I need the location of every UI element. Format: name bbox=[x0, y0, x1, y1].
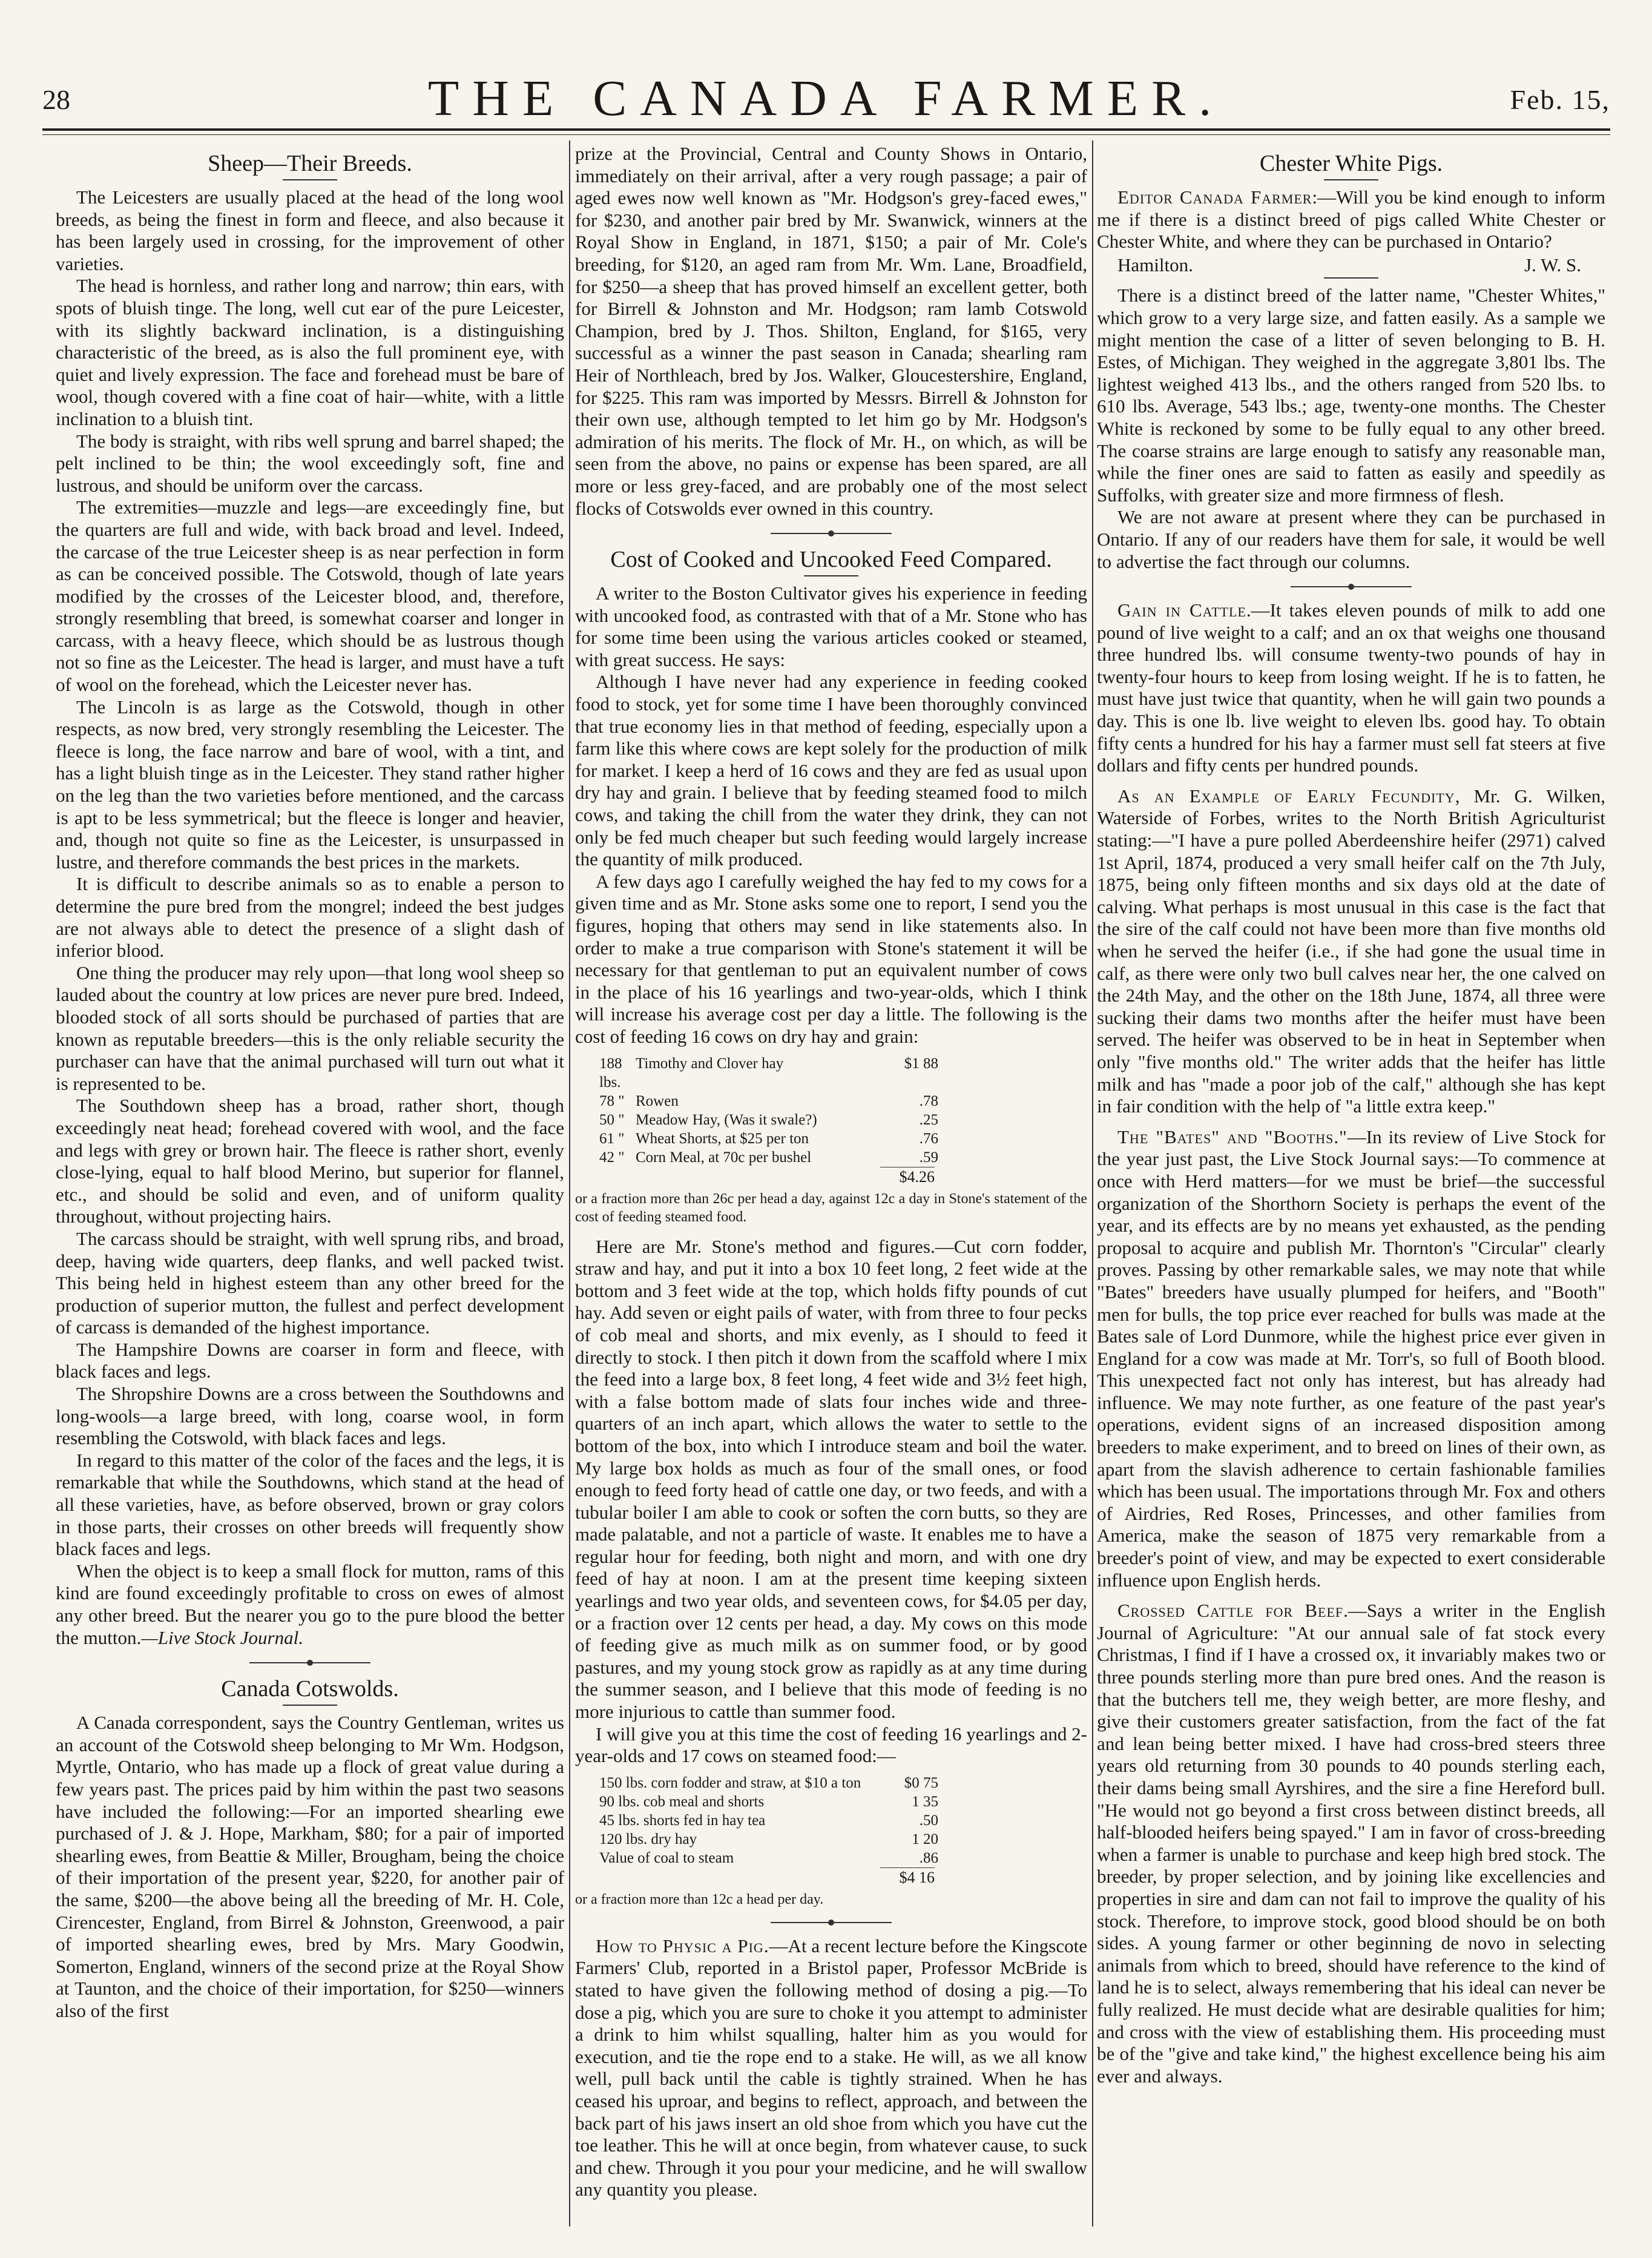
paragraph: A writer to the Boston Cultivator gives his experience in feeding with uncooked food, as contrasted with that of a Mr. Stone who has for some time been using the various articles cooked or steamed, with great success. He says: bbox=[575, 583, 1087, 670]
run-in-heading: Gain in Cattle bbox=[1117, 599, 1246, 621]
table-note: or a fraction more than 26c per head a day, against 12c a day in Stone's statement of the cost of feeding steamed food. bbox=[575, 1190, 1087, 1225]
paragraph: It is difficult to describe animals so as to enable a person to determine the pure bred from the mongrel; indeed the best judges are not always able to detect the presence of a slight dash of inferior blood. bbox=[56, 873, 564, 962]
paragraph-text: .—It takes eleven pounds of milk to add one pound of live weight to a calf; and an ox that weighs one thousand three hundred lbs. will consume twenty-two pounds of hay in twenty-four hours to keep from losing weight. If he is to fatten, he must have just twice that quantity, when he will gain two pounds a day. This is one lb. live weight to eleven lbs. good hay. To obtain fifty cents a hundred for his hay a farmer must sell fat steers at five dollars and fifty cents per hundred pounds. bbox=[1097, 599, 1605, 776]
paragraph: The head is hornless, and rather long and narrow; thin ears, with spots of bluish tinge. The long, well cut ear of the pure Leicester, with its slightly backward inclination, is a distinguishing characteristic of the breed, as is also the full prominent eye, with quiet and lively expression. The face and forehead must be bare of wool, though covered with a fine coat of hair—white, with a little inclination to a bluish tint. bbox=[56, 275, 564, 429]
column-rule-2 bbox=[1092, 140, 1093, 2227]
column-1 bbox=[56, 143, 564, 2226]
masthead bbox=[42, 58, 1610, 131]
paragraph bbox=[1097, 1126, 1605, 1591]
table-row: 188 lbs. Timothy and Clover hay $1 88 bbox=[599, 1055, 938, 1091]
masthead-rule-thin bbox=[42, 134, 1610, 135]
article-divider bbox=[771, 533, 892, 534]
letter-signature bbox=[1097, 254, 1605, 277]
paragraph-text: , Mr. G. Wilken, Waterside of Forbes, writes to the North British Agriculturist stating:—"I have a pure polled Aberdeenshire heifer (2971) calved 1st April, 1874, produced a very small heifer calf on the 7th July, 1875, being only fifteen months and six days old at the date of calving. What perhaps is most unusual in this case is the fact that the sire of the calf could not have been more than five months old when he served the heifer (i.e., if she had gone the usual time in calf, as there were only two bull calves near her, the one calved on the 24th May, and the other on the 18th June, 1874, all three were sucking their dams two months after the heifer must have been served. The heifer was observed to be in heat in September when only "five months old." The writer adds that the heifer has little milk and has "made a poor job of the calf," although she has kept in fair condition with the help of "a little extra keep." bbox=[1097, 785, 1605, 1117]
paragraph: The extremities—muzzle and legs—are exceedingly fine, but the quarters are full and wide, with back broad and level. Indeed, the carcase of the true Leicester sheep is as near perfection in form as can be conceived possible. The Cotswold, though of late years modified by the crosses of the Leicester blood, and, therefore, strongly resembling that breed, is somewhat coarser and longer in carcass, with a heavy fleece, which should be as lustrous though not so fine as the Leicester. The head is larger, and must have a tuft of wool on the forehead, which the Leicester never has. bbox=[56, 497, 564, 696]
run-in-heading: The "Bates" and "Booths." bbox=[1117, 1126, 1348, 1147]
paragraph bbox=[1097, 1600, 1605, 2087]
table-row: 120 lbs. dry hay 1 20 bbox=[599, 1830, 938, 1847]
paragraph: The Hampshire Downs are coarser in form and fleece, with black faces and legs. bbox=[56, 1338, 564, 1382]
newspaper-title: THE CANADA FARMER. bbox=[427, 70, 1225, 127]
paragraph: Here are Mr. Stone's method and figures.—Cut corn fodder, straw and hay, and put it into a box 10 feet long, 2 feet wide at the bottom and 3 feet wide at the top, which holds fifty pounds of cut hay. Add seven or eight pails of water, with from three to four pecks of cob meal and shorts, and mix evenly, as I should to feed it directly to stock. I then pitch it down from the scaffold where I mix the feed into a large box, 8 feet long, 4 feet wide and 3½ feet high, with a false bottom made of slats four inches wide and three-quarters of an inch apart, which allows the water to settle to the bottom of the box, into which I introduce steam and boil the water. My large box holds as much as four of the small ones, or food enough to feed forty head of cattle one day, or two feeds, and with a tubular boiler I am able to cook or soften the corn butts, so they are made palatable, and not a particle of waste. It enables me to have a regular hour for feeding, both night and morn, and with one dry feed of hay at noon. I am at the present time keeping sixteen yearlings and two year olds, and seventeen cows, for $4.05 per day, or a fraction over 12 cents per head, a day. My cows on this mode of feeding give as much milk as on summer food, or by good pastures, and my young stock grow as rapidly as at any time during the summer season, and I believe that this mode of feeding is no more injurious to cattle than summer food. bbox=[575, 1235, 1087, 1723]
paragraph-text: —In its review of Live Stock for the year just past, the Live Stock Journal says:—To commence at once with Herd matters—for we must be brief—the successful organization of the Shorthorn Society is perhaps the event of the year, and its effects are by no means yet exhausted, as the pending proposal to acquire and publish Mr. Thornton's "Circular" clearly proves. Passing by other remarkable sales, we may note that while "Bates" breeders have usually plumped for heifers, and "Booth" men for bulls, the top price ever reached for bulls was made at the Bates sale of Lord Dunmore, while the highest price ever given in England for a cow was made at Mr. Torr's, so full of Booth blood. This unexpected fact not only has interest, but has already had influence. We may note further, as one feature of the past year's operations, evident signs of an increased disposition among breeders to make experiment, and to breed on lines of their own, as apart from the slavish adherence to certain fashionable families which has been usual. The importations through Mr. Fox and others of Airdries, Red Roses, Princesses, and other families from America, make the season of 1875 very remarkable from a breeder's point of view, and may be expected to exert considerable influence upon English herds. bbox=[1097, 1126, 1605, 1591]
column-3 bbox=[1097, 143, 1605, 2226]
article-heading-feed: Cost of Cooked and Uncooked Feed Compared. bbox=[610, 547, 1052, 573]
article-heading-cotswolds: Canada Cotswolds. bbox=[221, 1676, 399, 1702]
paragraph: We are not aware at present where they can be purchased in Ontario. If any of our readers have them for sale, it would be well to advertise the fact through our columns. bbox=[1097, 506, 1605, 572]
column-2 bbox=[575, 143, 1087, 2226]
table-note: or a fraction more than 12c a head per day. bbox=[575, 1891, 824, 1907]
paragraph: One thing the producer may rely upon—that long wool sheep so lauded about the country at low prices are never pure bred. Indeed, blooded stock of all sorts should be purchased of parties that are known as reputable breeders—this is the only reliable security the purchaser can have that the animal purchased will turn out what it is represented to be. bbox=[56, 962, 564, 1094]
page-number: 28 bbox=[42, 84, 70, 115]
paragraph: Although I have never had any experience in feeding cooked food to stock, yet for some time I have been thoroughly convinced that true economy lies in that method of feeding, especially upon a farm like this where cows are kept solely for the production of milk for market. I keep a herd of 16 cows and they are fed as usual upon dry hay and grain. I believe that by feeding steamed food to milch cows, and taking the chill from the water they drink, they can not only be fed much cheaper but such feeding would largely increase the quantity of milk produced. bbox=[575, 671, 1087, 870]
paragraph: In regard to this matter of the color of the faces and the legs, it is remarkable that while the Southdowns, which stand at the head of all these varieties, have, as before observed, brown or gray colors in those parts, their crosses on other breeds will frequently show black faces and legs. bbox=[56, 1449, 564, 1560]
paragraph-continued: prize at the Provincial, Central and County Shows in Ontario, immediately on their arrival, after a very rough passage; a pair of aged ewes now well known as "Mr. Hodgson's grey-faced ewes," for $230, and another pair bred by Mr. Swanwick, winners at the Royal Show in England, in 1871, $150; a pair of Mr. Cole's breeding, for $120, an aged ram from Mr. Wm. Lane, Broadfield, for $250—a sheep that has proved himself an excellent getter, both for Birrell & Johnston and Mr. Hodgson; ram lamb Cotswold Champion, bred by J. Thos. Shilton, England, for $165, very successful as a winner the past season in Canada; shearling ram Heir of Northleach, bred by Jos. Walker, Gloucestershire, England, for $225. This ram was imported by Messrs. Birrell & Johnston for their own use, although tempted to let him go by Mr. Hodgson's admiration of his merits. The flock of Mr. H., on which, as will be seen from the above, no pains or expense has been spared, are all more or less grey-faced, and are probably one of the most select flocks of Cotswolds ever owned in this country. bbox=[575, 143, 1087, 519]
paragraph: I will give you at this time the cost of feeding 16 yearlings and 2-year-olds and 17 cows on steamed food:— bbox=[575, 1723, 1087, 1767]
article-heading-chester: Chester White Pigs. bbox=[1259, 151, 1443, 176]
letter-text: :—Will you be kind enough to inform me if there is a distinct breed of pigs called White Chester or Chester White, and where they can be purchased in Ontario? bbox=[1097, 187, 1605, 253]
table-row: 61 " Wheat Shorts, at $25 per ton .76 bbox=[599, 1130, 938, 1147]
paragraph: The body is straight, with ribs well sprung and barrel shaped; the pelt inclined to be thin; the wool exceedingly soft, fine and lustrous, and should be uniform over the carcass. bbox=[56, 430, 564, 496]
table-row: Value of coal to steam .86 bbox=[599, 1849, 938, 1866]
letter bbox=[1097, 187, 1605, 253]
table-total: $4 16 bbox=[880, 1867, 935, 1887]
table-row: 50 " Meadow Hay, (Was it swale?) .25 bbox=[599, 1111, 938, 1128]
paragraph: The Leicesters are usually placed at the head of the long wool breeds, as being the finest in form and fleece, and also because it has been largely used in crossing, for the improvement of other varieties. bbox=[56, 187, 564, 274]
section-rule bbox=[1324, 277, 1378, 279]
table-row: 150 lbs. corn fodder and straw, at $10 a ton $0 75 bbox=[599, 1774, 938, 1791]
run-in-heading: Crossed Cattle for Beef bbox=[1117, 1600, 1344, 1622]
heading-rule bbox=[1324, 179, 1378, 180]
table-total: $4.26 bbox=[880, 1167, 935, 1186]
heading-rule bbox=[283, 179, 337, 180]
letter-salutation: Editor Canada Farmer bbox=[1117, 187, 1312, 208]
source-credit: —Live Stock Journal. bbox=[141, 1626, 303, 1648]
paragraph: A few days ago I carefully weighed the hay fed to my cows for a given time and as Mr. Stone asks some one to report, I send you the figures, hoping that others may send in like statements also. In order to make a true comparison with Stone's statement it will be necessary for that gentleman to put an equivalent number of cows in the place of his 16 yearlings and two-year-olds, which I think will increase his average cost per day a little. The following is the cost of feeding 16 cows on dry hay and grain: bbox=[575, 870, 1087, 1047]
paragraph: A Canada correspondent, says the Country Gentleman, writes us an account of the Cotswold sheep belonging to Mr Wm. Hodgson, Myrtle, Ontario, who has made up a flock of great value during a few years past. The prices paid by him within the past two seasons have included the following:—For an imported shearling ewe purchased of J. & J. Hope, Markham, $80; for a pair of imported shearling ewes, from Beattie & Miller, Brougham, being the choice of their importation of the present year, $220, for another pair of the same, $200—the above being all the breeding of Mr. H. Cole, Cirencester, England, from Birrel & Johnston, Greenwood, a pair of imported shearling ewes, bred by Mrs. Mary Goodwin, Somerton, England, winners of the second prize at the Royal Show at Taunton, and the choice of their importation, for $250—winners also of the first bbox=[56, 1712, 564, 2021]
signature-place: Hamilton. bbox=[1117, 254, 1193, 276]
table-row: 78 " Rowen .78 bbox=[599, 1092, 938, 1109]
run-in-heading: As an Example of Early Fecundity bbox=[1117, 785, 1455, 807]
paragraph-text: .—Says a writer in the English Journal of Agriculture: "At our annual sale of fat stock every Christmas, I find if I have a crossed ox, it invariably makes two or three pounds sterling more than pure bred ones. And the reason is that the butchers tell me, they weigh better, are more fleshy, and give their customers greater satisfaction, from the fact of the fat and lean being better mixed. I have had cross-bred steers three years old returning from 30 pounds to 40 pounds sterling each, their dams being small Ayrshires, and the sire a fine Hereford bull. "He would not go beyond a first cross between distinct breeds, all half-blooded heifers being spayed." I am in favor of cross-breeding when a farmer is unable to purchase and keep high bred stock. The breeder, by proper selection, and by joining like excellencies and properties in sire and dam can not fail to improve the quality of his stock. Therefore, to improve stock, good blood should be on both sides. A young farmer or other beginning de novo in selecting animals from which to breed, should have reference to the kind of land he is to select, always remembering that his ideal can never be fully realized. He must decide what are desirable qualities for him; and cross with the view of establishing them. His proceeding must be of the "give and take kind," the highest excellence being his aim ever and always. bbox=[1097, 1600, 1605, 2087]
heading-rule bbox=[804, 575, 858, 576]
column-rule-1 bbox=[569, 140, 570, 2227]
paragraph bbox=[1097, 599, 1605, 777]
feed-cost-table-uncooked bbox=[599, 1054, 938, 1186]
paragraph-text: When the object is to keep a small flock for mutton, rams of this kind are found exceedingly profitable to cross on ewes of almost any other breed. But the nearer you go to the pure blood the better the mutton. bbox=[56, 1560, 564, 1648]
paragraph: The Southdown sheep has a broad, rather short, though exceedingly neat head; forehead covered with wool, and the face and legs with grey or brown hair. The fleece is rather short, evenly close-lying, equal to half blood Merino, but superior for flannel, etc., and should be solid and even, and of uniform quality throughout, without projecting hairs. bbox=[56, 1095, 564, 1227]
article-divider bbox=[249, 1662, 370, 1663]
table-row: 42 " Corn Meal, at 70c per bushel .59 bbox=[599, 1149, 938, 1166]
paragraph bbox=[56, 1560, 564, 1649]
paragraph: The Shropshire Downs are a cross between the Southdowns and long-wools—a large breed, with long, coarse wool, in form resembling the Cotswold, with black faces and legs. bbox=[56, 1383, 564, 1449]
heading-rule bbox=[283, 1705, 337, 1706]
article-divider bbox=[771, 1922, 892, 1923]
table-row: 45 lbs. shorts fed in hay tea .50 bbox=[599, 1812, 938, 1829]
masthead-rule bbox=[42, 128, 1610, 131]
signature-initials: J. W. S. bbox=[1524, 254, 1581, 276]
paragraph bbox=[1097, 785, 1605, 1118]
paragraph-text: —At a recent lecture before the Kingscote Farmers' Club, reported in a Bristol paper, Professor McBride is stated to have given the following method of dosing a pig.—To dose a pig, which you are sure to choke it you attempt to administer a drink to him whilst squalling, halter him as you would for execution, and tie the rope end to a stake. He will, as we all know well, pull back until the cable is tightly strained. When he has ceased his uproar, and begins to reflect, approach, and between the back part of his jaws insert an old shoe from which you have cut the toe leather. This he will at once begin, from whatever cause, to suck and chew. Through it you pour your medicine, and he will swallow any quantity you please. bbox=[575, 1935, 1087, 2200]
paragraph: The carcass should be straight, with well sprung ribs, and broad, deep, having wide quarters, deep flanks, and well packed twist. This being held in highest esteem than any other breed for the production of superior mutton, the fullest and perfect development of carcass is demanded of the highest importance. bbox=[56, 1227, 564, 1338]
issue-date: Feb. 15, bbox=[1510, 84, 1610, 115]
feed-cost-table-steamed bbox=[599, 1774, 938, 1887]
paragraph: The Lincoln is as large as the Cotswold, though in other respects, as now bred, very strongly resembling the Leicester. The fleece is long, the face narrow and bare of wool, with a tint, and has a light bluish tinge as in the Leicester. They stand rather higher on the leg than the two varieties before mentioned, and the carcass is apt to be less symmetrical; but the fleece is longer and heavier, and, though not quite so fine as the Leicester, is unsurpassed in lustre, and therefore commands the best prices in the markets. bbox=[56, 696, 564, 873]
paragraph: There is a distinct breed of the latter name, "Chester Whites," which grow to a very large size, and fatten easily. As a sample we might mention the case of a litter of seven belonging to B. H. Estes, of Michigan. They weighed in the aggregate 3,801 lbs. The lightest weighed 413 lbs., and the others ranged from 520 lbs. to 610 lbs. Average, 543 lbs.; age, twenty-one months. The Chester White is reckoned by some to be fully equal to any other breed. The coarse strains are large enough to satisfy any reasonable man, while the finer ones are said to fatten as easily and speedily as Suffolks, with greater size and more firmness of flesh. bbox=[1097, 285, 1605, 506]
article-heading-sheep: Sheep—Their Breeds. bbox=[208, 151, 412, 176]
table-row: 90 lbs. cob meal and shorts 1 35 bbox=[599, 1793, 938, 1810]
paragraph bbox=[575, 1935, 1087, 2201]
run-in-heading: How to Physic a Pig. bbox=[596, 1935, 769, 1956]
article-divider bbox=[1291, 586, 1412, 587]
